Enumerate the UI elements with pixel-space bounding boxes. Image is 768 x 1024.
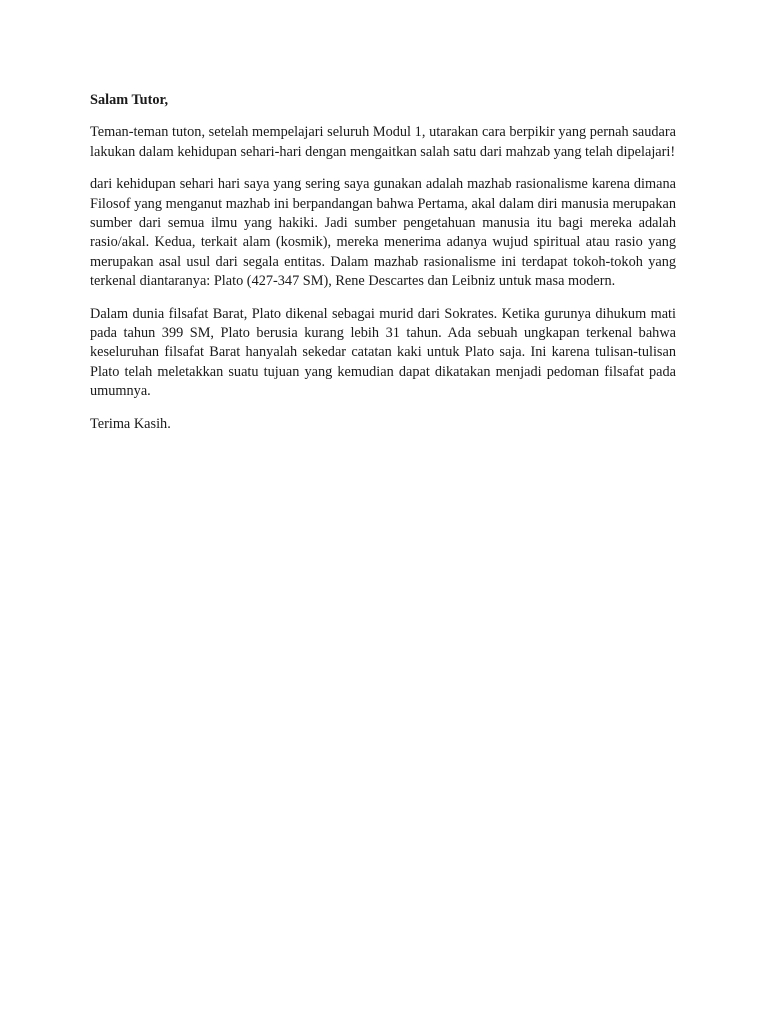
answer-paragraph-plato: Dalam dunia filsafat Barat, Plato dikenal sebagai murid dari Sokrates. Ketika gurunya dihukum mati pada tahun 399 SM, Plato berusia kurang lebih 31 tahun. Ada sebuah ungkapan terkenal bahwa keseluruhan filsafat Barat hanyalah sekedar catatan kaki untuk Plato saja. Ini karena tulisan-tulisan Plato telah meletakkan suatu tujuan yang kemudian dapat dikatakan menjadi pedoman filsafat pada umumnya.	[90, 305, 676, 400]
document-page	[90, 91, 676, 434]
answer-paragraph-rationalism: dari kehidupan sehari hari saya yang sering saya gunakan adalah mazhab rasionalisme karena dimana Filosof yang menganut mazhab ini berpandangan bahwa Pertama, akal dalam diri manusia merupakan sumber dari semua ilmu yang hakiki. Jadi sumber pengetahuan manusia itu bagi mereka adalah rasio/akal. Kedua, terkait alam (kosmik), mereka menerima adanya wujud spiritual atau rasio yang merupakan asal usul dari segala entitas. Dalam mazhab rasionalisme ini terdapat tokoh-tokoh yang terkenal diantaranya: Plato (427-347 SM), Rene Descartes dan Leibniz untuk masa modern.	[90, 176, 676, 290]
greeting-heading: Salam Tutor,	[90, 92, 169, 108]
closing-text: Terima Kasih.	[90, 415, 171, 432]
question-paragraph: Teman-teman tuton, setelah mempelajari seluruh Modul 1, utarakan cara berpikir yang pernah saudara lakukan dalam kehidupan sehari-hari dengan mengaitkan salah satu dari mahzab yang telah dipelajari!	[90, 124, 676, 160]
